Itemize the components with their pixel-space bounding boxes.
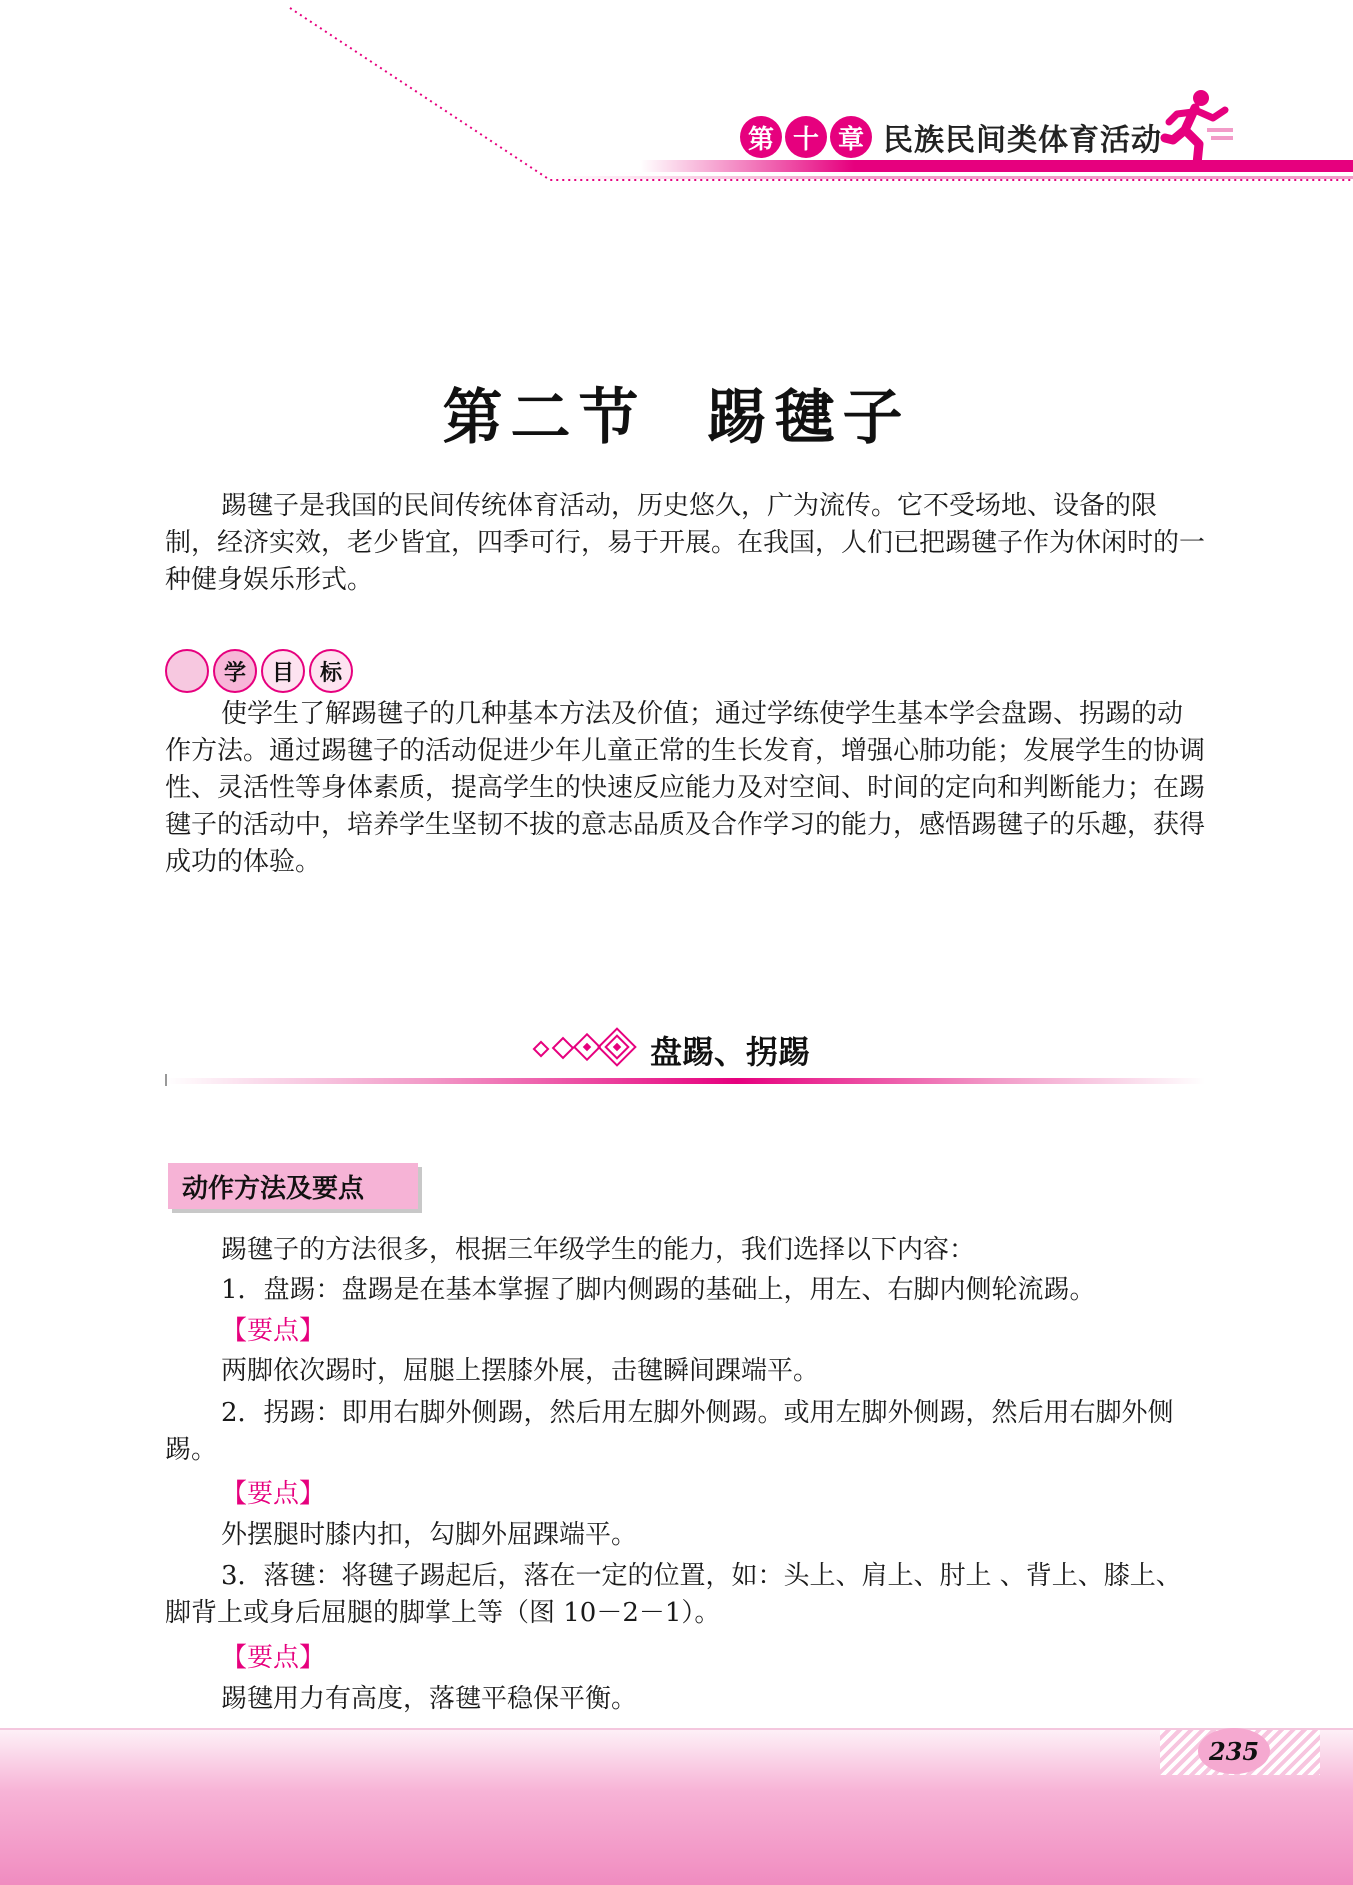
diamond-icon [530,1025,640,1075]
key-point-label: 【要点】 [221,1316,326,1346]
chapter-title: 民族民间类体育活动 [883,123,1162,158]
chapter-heading [740,112,1162,162]
key-point-label: 【要点】 [221,1479,326,1509]
intro-paragraph: 踢毽子是我国的民间传统体育活动，历史悠久，广为流传。它不受场地、设备的限制，经济实效，老少皆宜，四季可行，易于开展。在我国，人们已把踢毽子作为休闲时的一种健身娱乐形式。 [165,491,1206,595]
runner-icon [1155,88,1235,168]
body-line: 踢毽用力有高度，落毽平稳保平衡。 [221,1684,638,1714]
body-line: 外摆腿时膝内扣，勾脚外屈踝端平。 [221,1520,638,1550]
subheading [530,1025,810,1075]
section-name: 踢毽子 [706,383,911,453]
body-line: 踢毽子的方法很多，根据三年级学生的能力，我们选择以下内容： [221,1235,976,1265]
section-number: 第二节 [442,383,647,453]
section-title [0,370,1353,456]
subheading-rule [165,1078,1205,1084]
method-label: 动作方法及要点 [168,1163,418,1209]
goal-badge-circle [165,649,209,693]
chapter-char: 章 [830,116,872,158]
goal-badge-char: 学 [213,649,257,693]
body-line: 两脚依次踢时，屈腿上摆膝外展，击毽瞬间踝端平。 [221,1356,820,1386]
goal-badge-char: 目 [261,649,305,693]
goal-badge-char: 标 [309,649,353,693]
footer-band [0,1730,1353,1885]
body-line: 3．落毽：将毽子踢起后，落在一定的位置，如：头上、肩上、肘上 、背上、膝上、脚背上或身后屈腿的脚掌上等（图 10－2－1）。 [165,1561,1182,1628]
key-point-label: 【要点】 [221,1643,326,1673]
header-thin-line [550,176,1353,179]
learning-goal-badge [165,648,357,694]
body-line: 2．拐踢：即用右脚外侧踢，然后用左脚外侧踢。或用左脚外侧踢，然后用右脚外侧踢。 [165,1398,1174,1465]
page-number: 235 [1198,1728,1270,1774]
subheading-text: 盘踢、拐踢 [650,1033,811,1071]
body-line: 1．盘踢：盘踢是在基本掌握了脚内侧踢的基础上，用左、右脚内侧轮流踢。 [221,1275,1096,1305]
learning-goal-paragraph: 使学生了解踢毽子的几种基本方法及价值；通过学练使学生基本学会盘踢、拐踢的动作方法。通过踢毽子的活动促进少年儿童正常的生长发育，增强心肺功能；发展学生的协调性、灵活性等身体素质，提高学生的快速反应能力及对空间、时间的定向和判断能力；在踢毽子的活动中，培养学生坚韧不拔的意志品质及合作学习的能力，感悟踢毽子的乐趣，获得成功的体验。 [165,699,1206,877]
chapter-char: 第 [740,116,782,158]
chapter-char: 十 [785,116,827,158]
